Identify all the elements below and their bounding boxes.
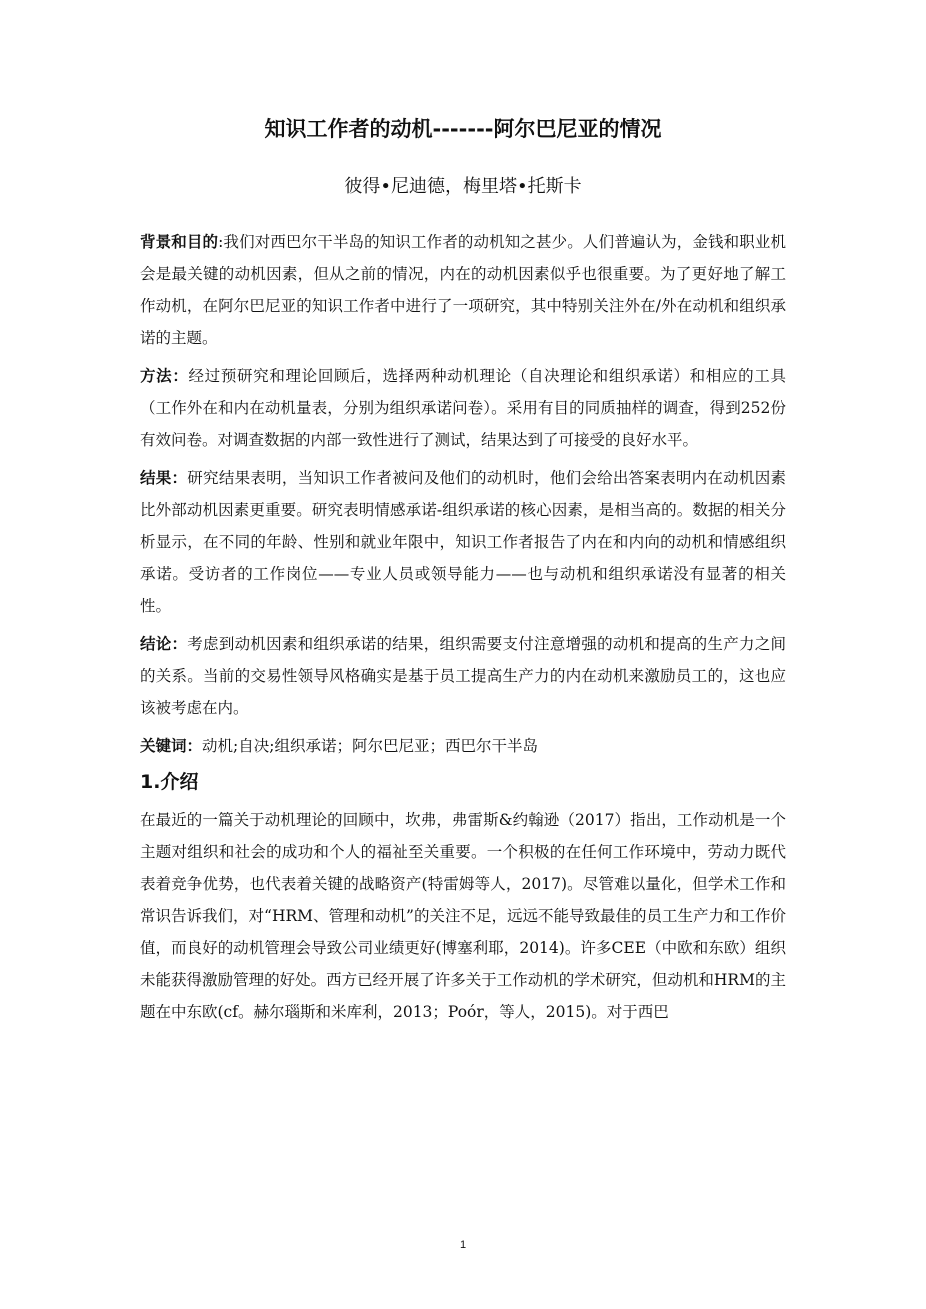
- abstract-background: [140, 226, 786, 354]
- document-body: [140, 226, 786, 1028]
- author-line: 彼得•尼迪德，梅里塔•托斯卡: [344, 176, 582, 197]
- results-text: 研究结果表明，当知识工作者被问及他们的动机时，他们会给出答案表明内在动机因素比外部动机因素更重要。研究表明情感承诺-组织承诺的核心因素，是相当高的。数据的相关分析显示，在不同的年龄、性别和就业年限中，知识工作者报告了内在和内向的动机和情感组织承诺。受访者的工作岗位——专业人员或领导能力——也与动机和组织承诺没有显著的相关性。: [140, 469, 786, 615]
- abstract-conclusion: [140, 628, 786, 724]
- methods-label: 方法：: [140, 367, 189, 385]
- introduction-paragraph: 在最近的一篇关于动机理论的回顾中，坎弗，弗雷斯&约翰逊（2017）指出，工作动机是一个主题对组织和社会的成功和个人的福祉至关重要。一个积极的在任何工作环境中，劳动力既代表着竞争优势，也代表着关键的战略资产(特雷姆等人，2017)。尽管难以量化，但学术工作和常识告诉我们，对“HRM、管理和动机”的关注不足，远远不能导致最佳的员工生产力和工作价值，而良好的动机管理会导致公司业绩更好(博塞利耶，2014)。许多CEE（中欧和东欧）组织未能获得激励管理的好处。西方已经开展了许多关于工作动机的学术研究，但动机和HRM的主题在中东欧(cf。赫尔瑙斯和米库利，2013；Poór，等人，2015)。对于西巴: [140, 811, 786, 1021]
- background-text: :我们对西巴尔干半岛的知识工作者的动机知之甚少。人们普遍认为，金钱和职业机会是最关键的动机因素，但从之前的情况，内在的动机因素似乎也很重要。为了更好地了解工作动机，在阿尔巴尼亚的知识工作者中进行了一项研究，其中特别关注外在/外在动机和组织承诺的主题。: [140, 233, 786, 347]
- keywords-label: 关键词：: [140, 737, 203, 755]
- keywords-text: 动机;自决;组织承诺；阿尔巴尼亚；西巴尔干半岛: [202, 737, 538, 755]
- conclusion-label: 结论：: [140, 635, 188, 653]
- paper-title: 知识工作者的动机-------阿尔巴尼亚的情况: [264, 117, 662, 141]
- keywords-line: [140, 730, 786, 762]
- abstract-methods: [140, 360, 786, 456]
- results-label: 结果：: [140, 469, 188, 487]
- page-number: 1: [459, 1239, 467, 1251]
- abstract-results: [140, 462, 786, 622]
- conclusion-text: 考虑到动机因素和组织承诺的结果，组织需要支付注意增强的动机和提高的生产力之间的关系。当前的交易性领导风格确实是基于员工提高生产力的内在动机来激励员工的，这也应该被考虑在内。: [140, 635, 786, 717]
- section-heading-introduction: 1.介绍: [140, 771, 199, 793]
- methods-text: 经过预研究和理论回顾后，选择两种动机理论（自决理论和组织承诺）和相应的工具（工作外在和内在动机量表，分别为组织承诺问卷）。采用有目的同质抽样的调查，得到252份有效问卷。对调查数据的内部一致性进行了测试，结果达到了可接受的良好水平。: [140, 367, 786, 449]
- background-label: 背景和目的: [140, 233, 219, 251]
